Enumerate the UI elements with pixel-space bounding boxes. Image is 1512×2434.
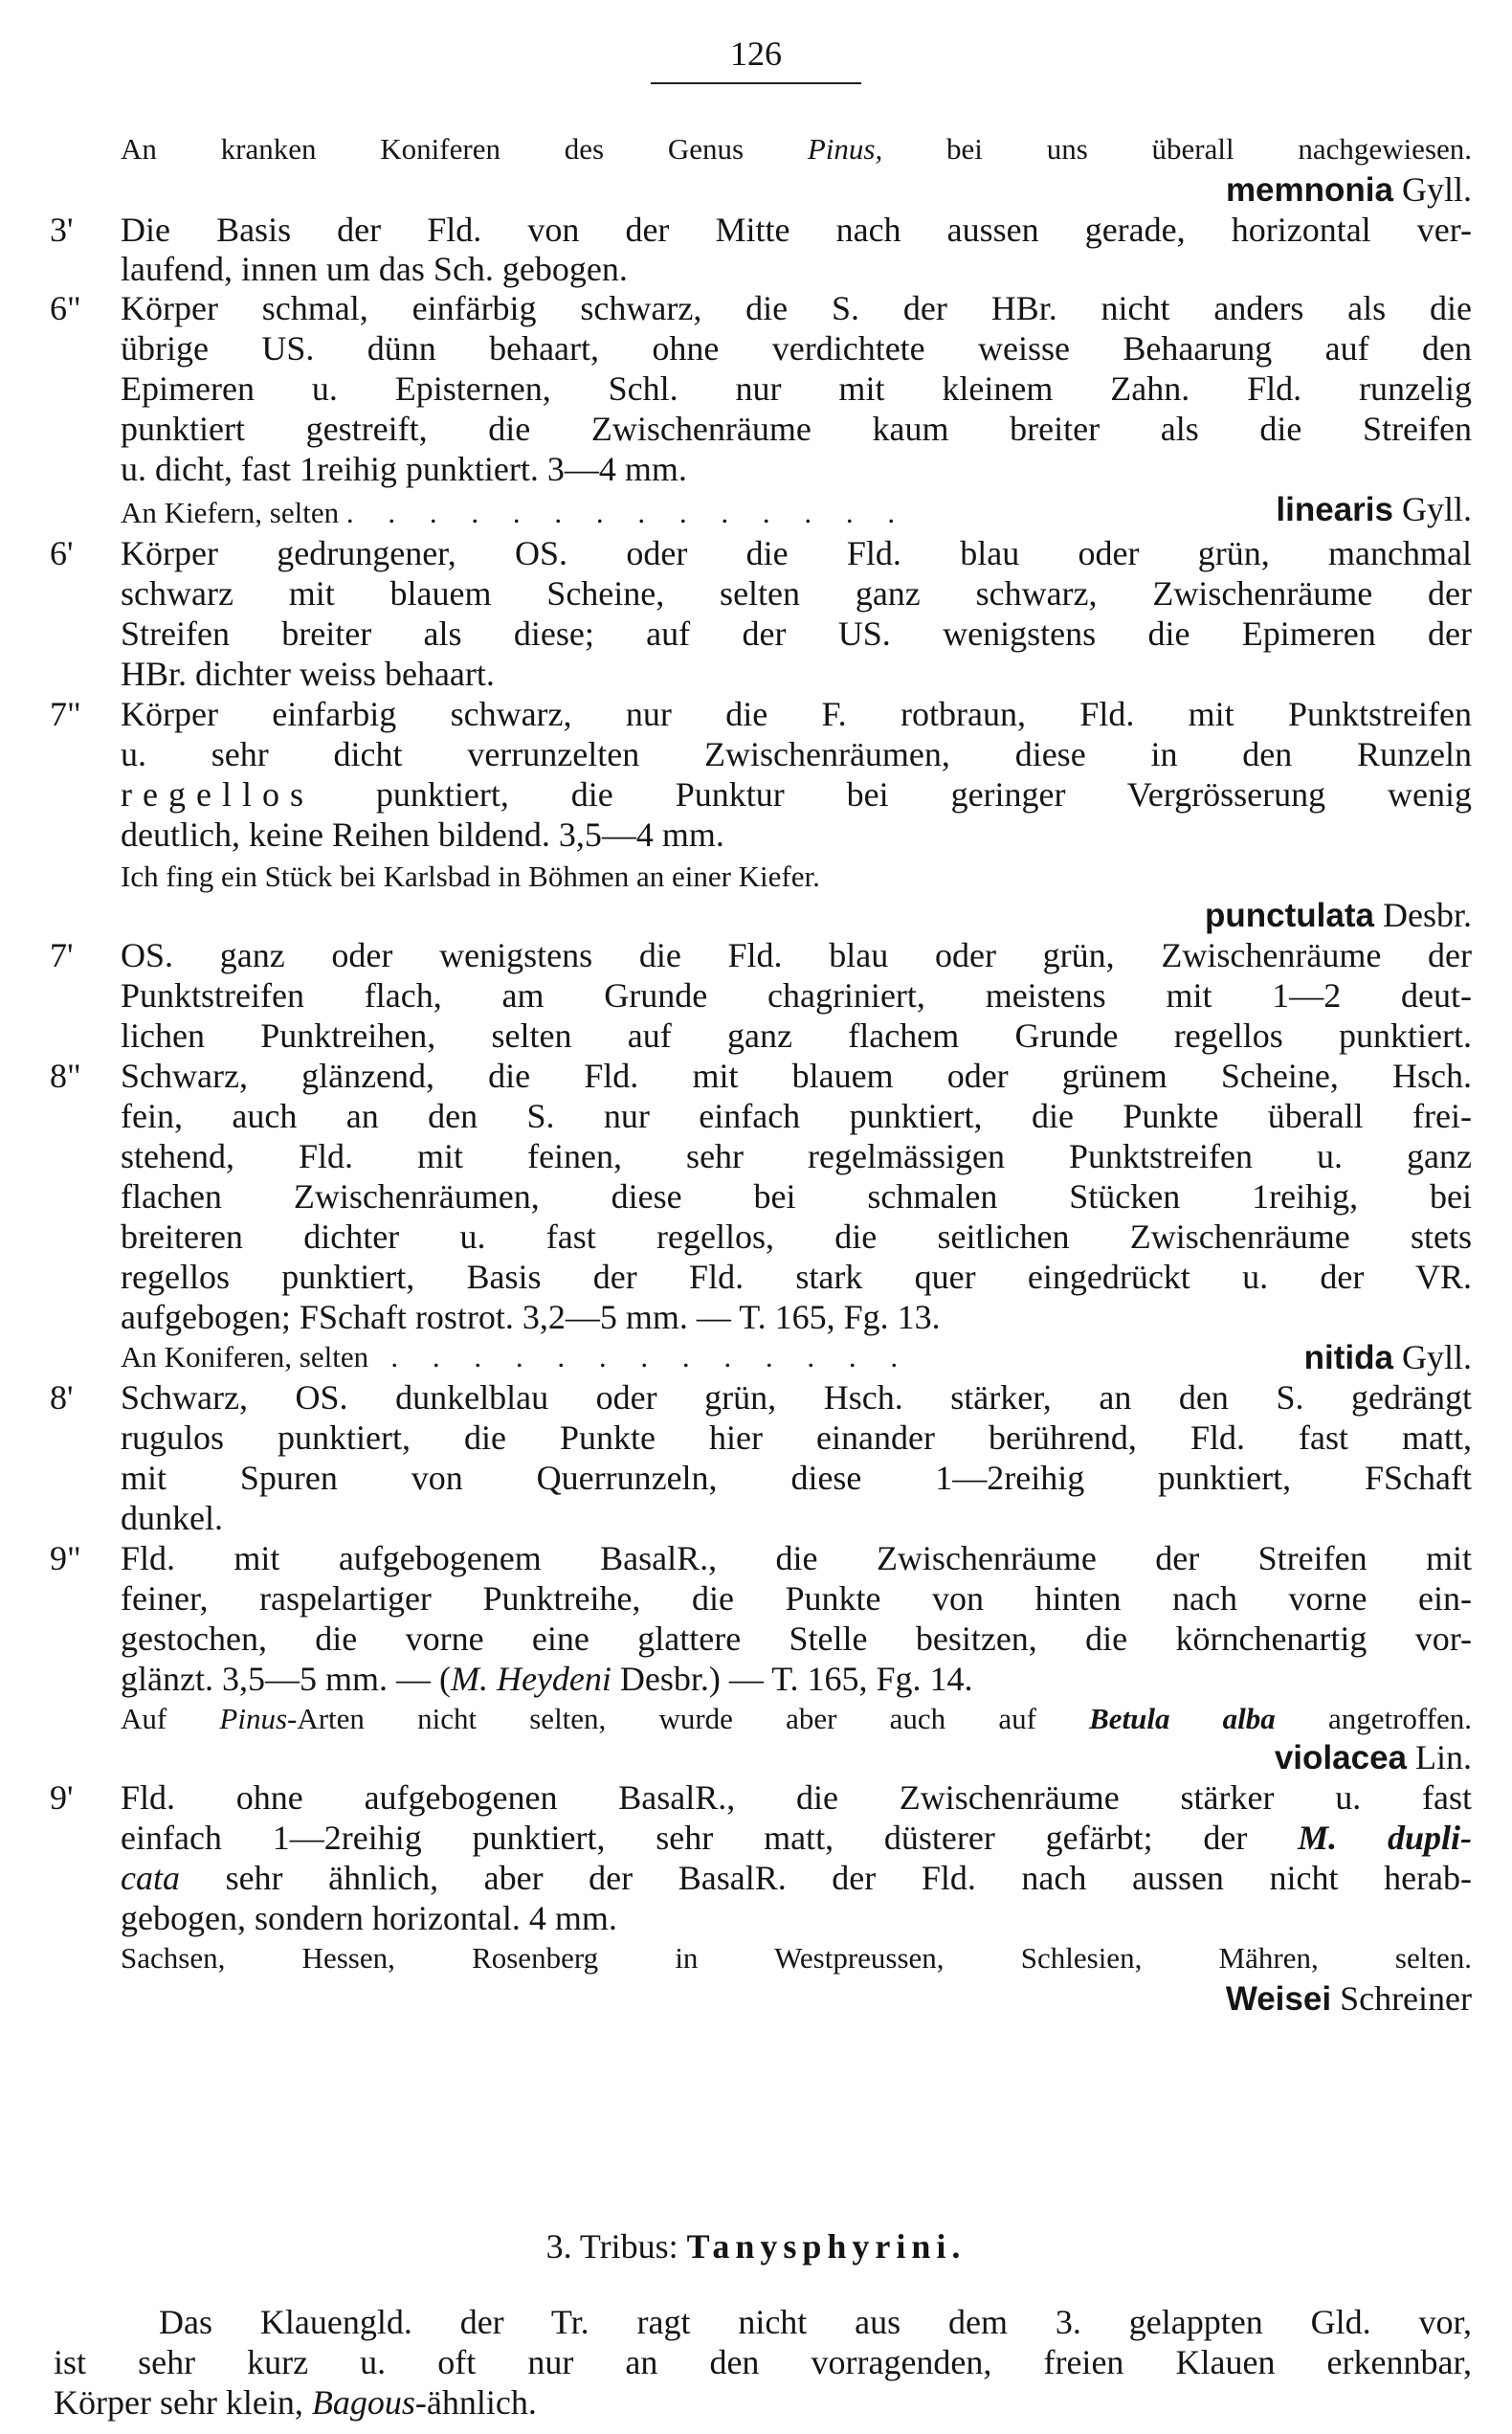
couplet-number: 8': [50, 1378, 74, 1417]
text-line: Fld. mit aufgebogenem BasalR., die Zwischenräume der Streifen mit: [121, 1539, 1472, 1577]
text-line: Schwarz, glänzend, die Fld. mit blauem oder grünem Scheine, Hsch.: [121, 1057, 1472, 1095]
text-line: einfach 1—2reihig punktiert, sehr matt, düsterer gefärbt; der M. dupli-: [121, 1819, 1472, 1857]
text-line: laufend, innen um das Sch. gebogen.: [121, 250, 628, 288]
habitat-line: An Kiefern, selten . . . . . . . . . . . . . .: [121, 496, 909, 529]
text-line: cata sehr ähnlich, aber der BasalR. der Fld. nach aussen nicht herab-: [121, 1859, 1472, 1897]
text-line: Streifen breiter als diese; auf der US. wenigstens die Epimeren der: [121, 614, 1472, 653]
species-name-line: [1226, 1977, 1472, 2021]
couplet-number: 6': [50, 534, 74, 572]
text-line: Epimeren u. Episternen, Schl. nur mit kleinem Zahn. Fld. runzelig: [121, 369, 1472, 408]
text-line: gestochen, die vorne eine glattere Stelle besitzen, die körnchenartig vor-: [121, 1619, 1472, 1658]
text-line: HBr. dichter weiss behaart.: [121, 655, 495, 693]
habitat-line: Sachsen, Hessen, Rosenberg in Westpreussen, Schlesien, Mähren, selten.: [121, 1941, 1472, 1975]
couplet-number: 8": [50, 1057, 81, 1095]
text-line: Die Basis der Fld. von der Mitte nach aussen gerade, horizontal ver-: [121, 211, 1472, 249]
text-line: breiteren dichter u. fast regellos, die seitlichen Zwischenräume stets: [121, 1217, 1472, 1256]
couplet-number: 3': [50, 211, 74, 249]
species-name-line: [1276, 488, 1472, 531]
species-name-line: [1275, 1736, 1472, 1779]
text-line: flachen Zwischenräumen, diese bei schmalen Stücken 1reihig, bei: [121, 1177, 1472, 1216]
text-line: Schwarz, OS. dunkelblau oder grün, Hsch. stärker, an den S. gedrängt: [121, 1378, 1472, 1417]
text-line: glänzt. 3,5—5 mm. — (M. Heydeni Desbr.) — T. 165, Fg. 14.: [121, 1660, 973, 1698]
text-line: gebogen, sondern horizontal. 4 mm.: [121, 1899, 617, 1937]
text-line: Körper gedrungener, OS. oder die Fld. blau oder grün, manchmal: [121, 534, 1472, 572]
author-name: Lin.: [1415, 1738, 1472, 1776]
species-name: linearis: [1276, 491, 1393, 528]
species-name-line: [1205, 894, 1472, 937]
habitat-line: Ich fing ein Stück bei Karlsbad in Böhmen an einer Kiefer.: [121, 860, 820, 893]
text-line: u. dicht, fast 1reihig punktiert. 3—4 mm.: [121, 450, 687, 488]
paragraph-line: ist sehr kurz u. oft nur an den vorragenden, freien Klauen erkennbar,: [54, 2343, 1472, 2381]
text-line: deutlich, keine Reihen bildend. 3,5—4 mm.: [121, 815, 724, 854]
text-line: Körper schmal, einfärbig schwarz, die S. der HBr. nicht anders als die: [121, 289, 1472, 327]
habitat-line: An Koniferen, selten . . . . . . . . . . . . .: [121, 1340, 912, 1373]
species-name-line: [1226, 168, 1472, 212]
text-line: dunkel.: [121, 1499, 223, 1537]
text-line: u. sehr dicht verrunzelten Zwischenräumen, diese in den Runzeln: [121, 735, 1472, 773]
text-line: Körper einfarbig schwarz, nur die F. rotbraun, Fld. mit Punktstreifen: [121, 695, 1472, 733]
paragraph-line: Körper sehr klein, Bagous-ähnlich.: [54, 2383, 537, 2422]
text-line: schwarz mit blauem Scheine, selten ganz schwarz, Zwischenräume der: [121, 574, 1472, 613]
text-line: Punktstreifen flach, am Grunde chagriniert, meistens mit 1—2 deut-: [121, 976, 1472, 1015]
paragraph-line: Das Klauengld. der Tr. ragt nicht aus dem 3. gelappten Gld. vor,: [159, 2303, 1472, 2341]
author-name: Schreiner: [1340, 1979, 1472, 2018]
text-line: fein, auch an den S. nur einfach punktiert, die Punkte überall frei-: [121, 1097, 1472, 1135]
author-name: Desbr.: [1383, 896, 1472, 934]
text-line: übrige US. dünn behaart, ohne verdichtete weisse Behaarung auf den: [121, 329, 1472, 368]
species-name: punctulata: [1205, 897, 1374, 934]
section-heading: 3. Tribus: Tanysphyrini.: [545, 2227, 967, 2266]
text-line: rugulos punktiert, die Punkte hier einander berührend, Fld. fast matt,: [121, 1418, 1472, 1457]
author-name: Gyll.: [1401, 1338, 1472, 1376]
text-line: feiner, raspelartiger Punktreihe, die Punkte von hinten nach vorne ein-: [121, 1579, 1472, 1618]
habitat-line: Auf Pinus-Arten nicht selten, wurde aber auch auf Betula alba angetroffen.: [121, 1702, 1472, 1735]
species-name: violacea: [1274, 1739, 1407, 1776]
page-number: 126: [730, 34, 782, 73]
author-name: Gyll.: [1401, 170, 1472, 209]
text-line: regellos punktiert, Basis der Fld. stark quer eingedrückt u. der VR.: [121, 1258, 1472, 1296]
text-line: stehend, Fld. mit feinen, sehr regelmässigen Punktstreifen u. ganz: [121, 1137, 1472, 1175]
text-line: aufgebogen; FSchaft rostrot. 3,2—5 mm. — T. 165, Fg. 13.: [121, 1298, 941, 1336]
text-line: regellos punktiert, die Punktur bei geringer Vergrösserung wenig: [121, 775, 1472, 814]
couplet-number: 7': [50, 936, 74, 974]
text-line: punktiert gestreift, die Zwischenräume kaum breiter als die Streifen: [121, 410, 1472, 448]
header-rule: [651, 82, 861, 84]
text-line: mit Spuren von Querrunzeln, diese 1—2reihig punktiert, FSchaft: [121, 1459, 1472, 1497]
couplet-number: 6": [50, 289, 81, 327]
species-name-line: [1304, 1336, 1472, 1379]
couplet-number: 9": [50, 1539, 81, 1577]
species-name: memnonia: [1225, 171, 1393, 209]
text-line: Fld. ohne aufgebogenen BasalR., die Zwischenräume stärker u. fast: [121, 1778, 1472, 1817]
text-line: An kranken Koniferen des Genus Pinus, bei uns überall nachgewiesen.: [121, 132, 1473, 166]
species-name: nitida: [1303, 1339, 1393, 1376]
text-line: lichen Punktreihen, selten auf ganz flachem Grunde regellos punktiert.: [121, 1016, 1472, 1055]
couplet-number: 9': [50, 1778, 74, 1817]
species-name: Weisei: [1225, 1980, 1332, 2018]
text-line: OS. ganz oder wenigstens die Fld. blau oder grün, Zwischenräume der: [121, 936, 1472, 974]
author-name: Gyll.: [1401, 490, 1472, 528]
couplet-number: 7": [50, 695, 81, 733]
